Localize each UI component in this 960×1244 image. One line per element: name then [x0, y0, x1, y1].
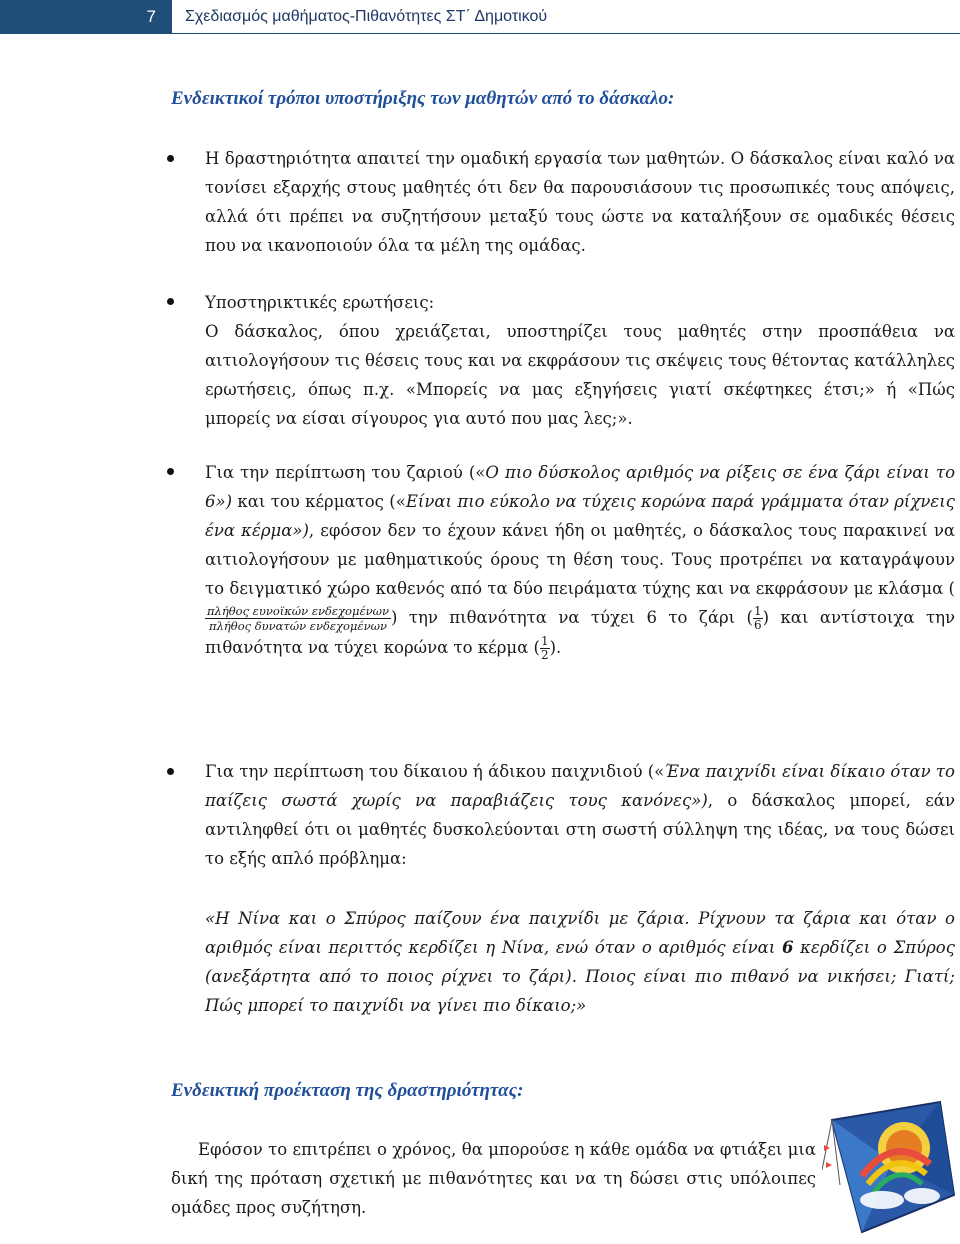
bullet-item-fair-game: Για την περίπτωση του δίκαιου ή άδικου παιχνιδιού («Ένα παιχνίδι είναι δίκαιο όταν το παίζεις σωστά χωρίς να παραβιάζεις τους κανόνες»), ο δάσκαλος μπορεί, εάν αντιληφθεί ότι οι μαθητές δυσκολεύονται στη σωστή σύλληψη της ιδέας, να τους δώσει το εξής απλό πρόβλημα: — [205, 762, 955, 868]
bullet-dot — [167, 155, 174, 162]
bullet-title: Υποστηρικτικές ερωτήσεις: — [205, 293, 435, 312]
kite-icon — [822, 1102, 954, 1232]
page-number: 7 — [146, 7, 156, 26]
bullet-item-dice-coin: Για την περίπτωση του ζαριού («Ο πιο δύσκολος αριθμός να ρίξεις σε ένα ζάρι είναι το 6») και του κέρματος («Είναι πιο εύκολο να τύχεις κορώνα παρά γράμματα όταν ρίχνεις ένα κέρμα»), εφόσον δεν το έχουν κάνει ήδη οι μαθητές, ο δάσκαλος τους παρακινεί να αιτιολογήσουν με μαθηματικούς όρους τη θέση τους. Τους προτρέπει να καταγράψουν το δειγματικό χώρο καθενός από τα δύο πειράματα τύχης και να εκφράσουν με κλάσμα ( $\frac{\text{πλήθος ευνοϊκών ενδεχομένων}}{\text{πλήθος δυνατών ενδεχομένων}}$ ) την πιθανότητα να τύχει 6 το ζάρι ( $\frac{1}{6}$ ) και αντίστοιχα την πιθανότητα να τύχει κορώνα το κέρμα ( $\frac{1}{2}$ ). — [205, 463, 956, 662]
fraction-one-sixth: $\frac{1}{6}$ — [754, 604, 762, 632]
header-rule — [172, 33, 960, 34]
problem-quote: «Η Νίνα και ο Σπύρος παίζουν ένα παιχνίδι με ζάρια. Ρίχνουν τα ζάρια και όταν ο αριθμός είναι περιττός κερδίζει η Νίνα, ενώ όταν ο αριθμός είναι 6 κερδίζει ο Σπύρος (ανεξάρτητα από το ποιος ρίχνει το ζάρι). Ποιος είναι πιο πιθανό να νικήσει; Γιατί; Πώς μπορεί το παιχνίδι να γίνει πιο δίκαιο;» — [205, 909, 955, 1015]
probability-fraction: $\frac{\text{πλήθος ευνοϊκών ενδεχομένων}}{\text{πλήθος δυνατών ενδεχομένων}}$ — [207, 604, 389, 633]
bullet-item-group-work — [205, 144, 955, 260]
page-header — [0, 0, 960, 34]
header-title: Σχεδιασμός μαθήματος-Πιθανότητες ΣΤ΄ Δημοτικού — [185, 8, 548, 25]
section-heading-extension: Ενδεικτική προέκταση της δραστηριότητας: — [171, 1080, 524, 1101]
bullet-dot — [167, 768, 174, 775]
bullet-dot — [167, 298, 174, 305]
section-heading-support: Ενδεικτικοί τρόποι υποστήριξης των μαθητών από το δάσκαλο: — [171, 88, 675, 109]
extension-text: Εφόσον το επιτρέπει ο χρόνος, θα μπορούσε η κάθε ομάδα να φτιάξει μια δική της πρόταση σχετική με πιθανότητες και να τη δώσει στις υπόλοιπες ομάδες προς συζήτηση. — [171, 1140, 816, 1217]
bullet-dot — [167, 468, 174, 475]
bullet-text: Ο δάσκαλος, όπου χρειάζεται, υποστηρίζει τους μαθητές στην προσπάθεια να αιτιολογήσουν τις θέσεις τους και να εκφράσουν τις σκέψεις τους θέτοντας κατάλληλες ερωτήσεις, όπως π.χ. «Μπορείς να μας εξηγήσεις γιατί σκέφτηκες έτσι;» ή «Πώς μπορείς να είσαι σίγουρος για αυτό που μας λες;». — [205, 322, 955, 428]
page-number-box — [0, 0, 172, 34]
bullet-item-supporting-questions — [205, 288, 955, 433]
fraction-one-half: $\frac{1}{2}$ — [540, 634, 549, 662]
bullet-text: Η δραστηριότητα απαιτεί την ομαδική εργασία των μαθητών. Ο δάσκαλος είναι καλό να τονίσει εξαρχής στους μαθητές ότι δεν θα παρουσιάσουν τις προσωπικές τους απόψεις, αλλά ότι πρέπει να συζητήσουν μεταξύ τους ώστε να καταλήξουν σε ομαδικές θέσεις που να ικανοποιούν όλα τα μέλη της ομάδας. — [205, 149, 955, 255]
kite-illustration — [822, 1100, 956, 1240]
